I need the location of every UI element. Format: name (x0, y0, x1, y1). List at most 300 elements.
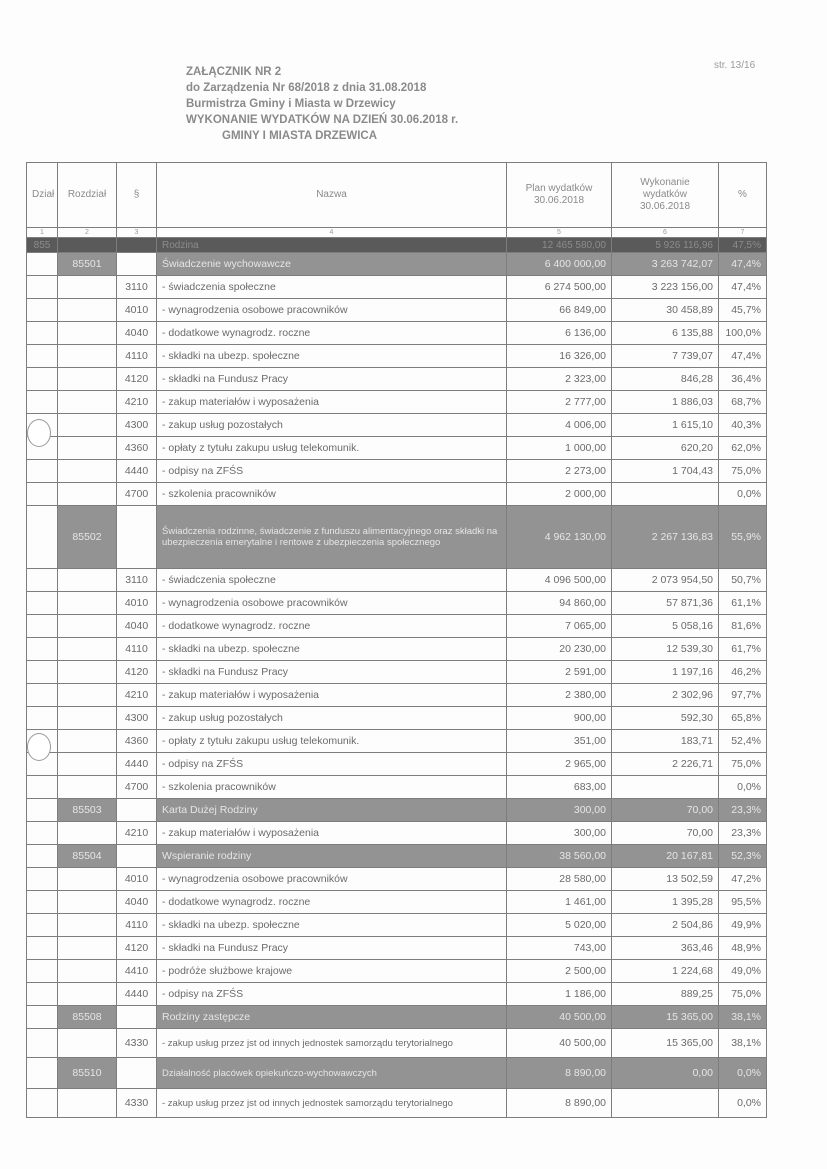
cell-procent: 47,4% (719, 345, 767, 368)
cell-procent: 49,0% (719, 960, 767, 983)
cell-rozdzial (58, 661, 117, 684)
attachment-title: ZAŁĄCZNIK NR 2 (186, 66, 282, 78)
cell-plan: 66 849,00 (507, 299, 612, 322)
cell-dzial (27, 368, 58, 391)
cell-rozdzial (58, 615, 117, 638)
cell-nazwa: - wynagrodzenia osobowe pracowników (157, 868, 507, 891)
cell-nazwa: - opłaty z tytułu zakupu usług telekomunik. (157, 730, 507, 753)
cell-procent: 47,4% (719, 253, 767, 276)
cell-dzial (27, 776, 58, 799)
cell-rozdzial: 85510 (58, 1058, 117, 1089)
table-row (27, 368, 767, 391)
table-row (27, 460, 767, 483)
cell-plan: 1 186,00 (507, 983, 612, 1006)
cell-dzial (27, 592, 58, 615)
cell-plan: 40 500,00 (507, 1006, 612, 1029)
cell-paragraf (117, 1006, 157, 1029)
cell-plan: 300,00 (507, 799, 612, 822)
cell-paragraf (117, 253, 157, 276)
cell-paragraf: 4440 (117, 753, 157, 776)
cell-rozdzial (58, 684, 117, 707)
cell-rozdzial (58, 937, 117, 960)
cell-paragraf (117, 799, 157, 822)
cell-rozdzial (58, 753, 117, 776)
cell-plan: 900,00 (507, 707, 612, 730)
cell-wykonanie: 1 224,68 (612, 960, 719, 983)
cell-paragraf: 4210 (117, 391, 157, 414)
cell-paragraf: 4110 (117, 638, 157, 661)
header-dzial: Dział (27, 163, 58, 228)
column-number: 2 (58, 228, 117, 238)
cell-nazwa: Wspieranie rodziny (157, 845, 507, 868)
cell-nazwa: - dodatkowe wynagrodz. roczne (157, 891, 507, 914)
cell-dzial (27, 1006, 58, 1029)
cell-plan: 8 890,00 (507, 1058, 612, 1089)
cell-plan: 7 065,00 (507, 615, 612, 638)
cell-plan: 351,00 (507, 730, 612, 753)
cell-procent: 68,7% (719, 391, 767, 414)
header-nazwa: Nazwa (157, 163, 507, 228)
budget-table (26, 162, 767, 1118)
cell-rozdzial (58, 914, 117, 937)
cell-rozdzial: 85502 (58, 506, 117, 569)
table-body (27, 238, 767, 1118)
column-number: 4 (157, 228, 507, 238)
cell-paragraf (117, 238, 157, 253)
chapter-row (27, 845, 767, 868)
chapter-row (27, 799, 767, 822)
table-row (27, 615, 767, 638)
section-row (27, 238, 767, 253)
cell-paragraf (117, 506, 157, 569)
cell-dzial (27, 1089, 58, 1118)
table-row (27, 753, 767, 776)
cell-procent: 62,0% (719, 437, 767, 460)
page-number: str. 13/16 (714, 60, 756, 71)
cell-dzial (27, 937, 58, 960)
cell-nazwa: - odpisy na ZFŚS (157, 753, 507, 776)
cell-rozdzial: 85501 (58, 253, 117, 276)
cell-wykonanie: 3 263 742,07 (612, 253, 719, 276)
table-row (27, 983, 767, 1006)
cell-nazwa: - dodatkowe wynagrodz. roczne (157, 322, 507, 345)
chapter-row (27, 1006, 767, 1029)
cell-plan: 1 461,00 (507, 891, 612, 914)
cell-plan: 28 580,00 (507, 868, 612, 891)
cell-wykonanie: 0,00 (612, 1058, 719, 1089)
cell-dzial (27, 345, 58, 368)
cell-procent: 0,0% (719, 1089, 767, 1118)
chapter-row (27, 1058, 767, 1089)
cell-dzial (27, 914, 58, 937)
report-title: WYKONANIE WYDATKÓW NA DZIEŃ 30.06.2018 r. (186, 114, 459, 126)
column-number: 7 (719, 228, 767, 238)
cell-rozdzial (58, 569, 117, 592)
cell-dzial (27, 1029, 58, 1058)
cell-wykonanie: 1 197,16 (612, 661, 719, 684)
cell-wykonanie: 2 504,86 (612, 914, 719, 937)
cell-plan: 6 274 500,00 (507, 276, 612, 299)
table-row (27, 960, 767, 983)
cell-wykonanie: 2 226,71 (612, 753, 719, 776)
cell-wykonanie: 5 058,16 (612, 615, 719, 638)
chapter-row (27, 506, 767, 569)
cell-paragraf: 4330 (117, 1089, 157, 1118)
cell-plan: 2 323,00 (507, 368, 612, 391)
cell-paragraf: 4440 (117, 460, 157, 483)
table-row (27, 414, 767, 437)
cell-rozdzial (58, 391, 117, 414)
cell-paragraf: 4040 (117, 891, 157, 914)
cell-nazwa: - składki na ubezp. społeczne (157, 345, 507, 368)
cell-paragraf: 4210 (117, 822, 157, 845)
table-row (27, 299, 767, 322)
cell-dzial (27, 868, 58, 891)
cell-dzial (27, 483, 58, 506)
cell-wykonanie: 15 365,00 (612, 1029, 719, 1058)
cell-paragraf: 4110 (117, 914, 157, 937)
cell-plan: 4 962 130,00 (507, 506, 612, 569)
header-wykonanie: Wykonanie wydatków 30.06.2018 (612, 163, 719, 228)
cell-procent: 97,7% (719, 684, 767, 707)
punch-hole (27, 419, 51, 447)
cell-wykonanie: 1 615,10 (612, 414, 719, 437)
cell-plan: 8 890,00 (507, 1089, 612, 1118)
table-row (27, 322, 767, 345)
table-row (27, 1029, 767, 1058)
cell-procent: 75,0% (719, 983, 767, 1006)
cell-rozdzial (58, 1089, 117, 1118)
cell-procent: 61,7% (719, 638, 767, 661)
cell-plan: 2 380,00 (507, 684, 612, 707)
cell-rozdzial (58, 460, 117, 483)
cell-rozdzial (58, 322, 117, 345)
cell-nazwa: - składki na Fundusz Pracy (157, 368, 507, 391)
cell-plan: 2 000,00 (507, 483, 612, 506)
cell-paragraf: 4410 (117, 960, 157, 983)
table-header-row (27, 163, 767, 228)
cell-procent: 100,0% (719, 322, 767, 345)
cell-nazwa: - zakup materiałów i wyposażenia (157, 822, 507, 845)
header-rozdzial: Rozdział (58, 163, 117, 228)
cell-rozdzial (58, 1029, 117, 1058)
cell-plan: 5 020,00 (507, 914, 612, 937)
cell-wykonanie (612, 483, 719, 506)
column-number: 6 (612, 228, 719, 238)
cell-procent: 95,5% (719, 891, 767, 914)
cell-nazwa: - składki na ubezp. społeczne (157, 638, 507, 661)
cell-rozdzial (58, 238, 117, 253)
cell-procent: 55,9% (719, 506, 767, 569)
table-row (27, 684, 767, 707)
cell-wykonanie: 592,30 (612, 707, 719, 730)
cell-plan: 2 273,00 (507, 460, 612, 483)
cell-rozdzial (58, 822, 117, 845)
table-row (27, 638, 767, 661)
cell-dzial (27, 460, 58, 483)
table-row (27, 661, 767, 684)
cell-dzial (27, 983, 58, 1006)
cell-procent: 0,0% (719, 776, 767, 799)
cell-procent: 47,2% (719, 868, 767, 891)
header-plan: Plan wydatków 30.06.2018 (507, 163, 612, 228)
cell-nazwa: Karta Dużej Rodziny (157, 799, 507, 822)
cell-nazwa: - dodatkowe wynagrodz. roczne (157, 615, 507, 638)
cell-plan: 40 500,00 (507, 1029, 612, 1058)
cell-nazwa: Rodzina (157, 238, 507, 253)
cell-paragraf: 4300 (117, 707, 157, 730)
cell-paragraf: 4010 (117, 299, 157, 322)
cell-nazwa: - odpisy na ZFŚS (157, 460, 507, 483)
column-number: 1 (27, 228, 58, 238)
cell-procent: 45,7% (719, 299, 767, 322)
cell-rozdzial (58, 868, 117, 891)
cell-wykonanie: 2 267 136,83 (612, 506, 719, 569)
cell-paragraf: 4110 (117, 345, 157, 368)
table-row (27, 345, 767, 368)
cell-procent: 49,9% (719, 914, 767, 937)
cell-dzial (27, 684, 58, 707)
cell-paragraf: 4360 (117, 730, 157, 753)
cell-procent: 52,3% (719, 845, 767, 868)
column-number-row (27, 228, 767, 238)
cell-wykonanie: 30 458,89 (612, 299, 719, 322)
cell-nazwa: - składki na Fundusz Pracy (157, 661, 507, 684)
issuer: Burmistrza Gminy i Miasta w Drzewicy (186, 98, 396, 110)
cell-dzial (27, 799, 58, 822)
cell-rozdzial: 85504 (58, 845, 117, 868)
cell-procent: 46,2% (719, 661, 767, 684)
cell-wykonanie: 13 502,59 (612, 868, 719, 891)
cell-wykonanie: 15 365,00 (612, 1006, 719, 1029)
cell-dzial (27, 638, 58, 661)
cell-paragraf: 3110 (117, 276, 157, 299)
cell-paragraf: 4330 (117, 1029, 157, 1058)
cell-wykonanie: 70,00 (612, 799, 719, 822)
cell-dzial (27, 822, 58, 845)
cell-plan: 4 006,00 (507, 414, 612, 437)
cell-procent: 50,7% (719, 569, 767, 592)
cell-wykonanie: 7 739,07 (612, 345, 719, 368)
cell-wykonanie: 889,25 (612, 983, 719, 1006)
cell-rozdzial (58, 276, 117, 299)
cell-dzial (27, 322, 58, 345)
cell-plan: 2 965,00 (507, 753, 612, 776)
chapter-row (27, 253, 767, 276)
cell-wykonanie: 846,28 (612, 368, 719, 391)
cell-nazwa: Świadczenie wychowawcze (157, 253, 507, 276)
cell-paragraf: 4700 (117, 776, 157, 799)
cell-nazwa: - zakup materiałów i wyposażenia (157, 684, 507, 707)
cell-rozdzial (58, 483, 117, 506)
cell-nazwa: - szkolenia pracowników (157, 776, 507, 799)
municipality-name: GMINY I MIASTA DRZEWICA (222, 130, 378, 142)
cell-wykonanie: 5 926 116,96 (612, 238, 719, 253)
cell-procent: 0,0% (719, 1058, 767, 1089)
cell-nazwa: - szkolenia pracowników (157, 483, 507, 506)
cell-procent: 81,6% (719, 615, 767, 638)
column-number: 3 (117, 228, 157, 238)
cell-procent: 38,1% (719, 1029, 767, 1058)
cell-wykonanie: 57 871,36 (612, 592, 719, 615)
cell-procent: 75,0% (719, 460, 767, 483)
cell-procent: 23,3% (719, 799, 767, 822)
cell-nazwa: - zakup usług pozostałych (157, 707, 507, 730)
table-row (27, 569, 767, 592)
cell-plan: 300,00 (507, 822, 612, 845)
cell-wykonanie: 1 704,43 (612, 460, 719, 483)
cell-wykonanie: 183,71 (612, 730, 719, 753)
cell-plan: 16 326,00 (507, 345, 612, 368)
cell-wykonanie: 1 886,03 (612, 391, 719, 414)
cell-rozdzial (58, 891, 117, 914)
cell-paragraf: 4040 (117, 615, 157, 638)
cell-rozdzial: 85508 (58, 1006, 117, 1029)
column-number: 5 (507, 228, 612, 238)
cell-procent: 0,0% (719, 483, 767, 506)
cell-rozdzial (58, 730, 117, 753)
table-row (27, 276, 767, 299)
cell-nazwa: - podróże służbowe krajowe (157, 960, 507, 983)
cell-dzial: 855 (27, 238, 58, 253)
cell-procent: 36,4% (719, 368, 767, 391)
cell-paragraf: 3110 (117, 569, 157, 592)
cell-dzial (27, 661, 58, 684)
cell-wykonanie: 620,20 (612, 437, 719, 460)
cell-paragraf (117, 1058, 157, 1089)
cell-nazwa: - świadczenia społeczne (157, 276, 507, 299)
table-row (27, 437, 767, 460)
cell-dzial (27, 391, 58, 414)
cell-procent: 75,0% (719, 753, 767, 776)
table-row (27, 730, 767, 753)
cell-paragraf: 4010 (117, 592, 157, 615)
cell-nazwa: - składki na Fundusz Pracy (157, 937, 507, 960)
table-row (27, 776, 767, 799)
cell-plan: 12 465 580,00 (507, 238, 612, 253)
regulation-reference: do Zarządzenia Nr 68/2018 z dnia 31.08.2018 (186, 82, 427, 94)
table-row (27, 391, 767, 414)
cell-procent: 47,5% (719, 238, 767, 253)
header-paragraf: § (117, 163, 157, 228)
cell-plan: 38 560,00 (507, 845, 612, 868)
cell-paragraf: 4010 (117, 868, 157, 891)
table-row (27, 483, 767, 506)
cell-procent: 48,9% (719, 937, 767, 960)
table-row (27, 592, 767, 615)
cell-paragraf: 4120 (117, 937, 157, 960)
cell-plan: 94 860,00 (507, 592, 612, 615)
cell-rozdzial: 85503 (58, 799, 117, 822)
cell-paragraf: 4700 (117, 483, 157, 506)
cell-plan: 1 000,00 (507, 437, 612, 460)
cell-nazwa: Działalność placówek opiekuńczo-wychowawczych (157, 1058, 507, 1089)
cell-nazwa: - wynagrodzenia osobowe pracowników (157, 299, 507, 322)
cell-nazwa: - świadczenia społeczne (157, 569, 507, 592)
table-row (27, 707, 767, 730)
cell-plan: 2 500,00 (507, 960, 612, 983)
cell-paragraf: 4440 (117, 983, 157, 1006)
cell-plan: 6 136,00 (507, 322, 612, 345)
cell-plan: 743,00 (507, 937, 612, 960)
cell-wykonanie: 20 167,81 (612, 845, 719, 868)
cell-nazwa: - odpisy na ZFŚS (157, 983, 507, 1006)
cell-rozdzial (58, 960, 117, 983)
cell-rozdzial (58, 414, 117, 437)
cell-paragraf (117, 845, 157, 868)
cell-nazwa: - zakup materiałów i wyposażenia (157, 391, 507, 414)
cell-paragraf: 4360 (117, 437, 157, 460)
cell-procent: 40,3% (719, 414, 767, 437)
cell-dzial (27, 891, 58, 914)
cell-procent: 38,1% (719, 1006, 767, 1029)
cell-wykonanie (612, 1089, 719, 1118)
cell-wykonanie: 3 223 156,00 (612, 276, 719, 299)
cell-nazwa: - zakup usług przez jst od innych jednostek samorządu terytorialnego (157, 1029, 507, 1058)
cell-wykonanie: 2 302,96 (612, 684, 719, 707)
cell-rozdzial (58, 707, 117, 730)
table-row (27, 891, 767, 914)
cell-rozdzial (58, 299, 117, 322)
cell-dzial (27, 276, 58, 299)
cell-paragraf: 4120 (117, 368, 157, 391)
cell-procent: 52,4% (719, 730, 767, 753)
cell-wykonanie: 363,46 (612, 937, 719, 960)
cell-nazwa: - wynagrodzenia osobowe pracowników (157, 592, 507, 615)
cell-wykonanie: 1 395,28 (612, 891, 719, 914)
cell-rozdzial (58, 776, 117, 799)
header-procent: % (719, 163, 767, 228)
cell-paragraf: 4120 (117, 661, 157, 684)
cell-procent: 23,3% (719, 822, 767, 845)
cell-wykonanie: 12 539,30 (612, 638, 719, 661)
cell-plan: 2 591,00 (507, 661, 612, 684)
cell-plan: 20 230,00 (507, 638, 612, 661)
cell-rozdzial (58, 592, 117, 615)
cell-nazwa: - opłaty z tytułu zakupu usług telekomunik. (157, 437, 507, 460)
cell-dzial (27, 253, 58, 276)
cell-dzial (27, 707, 58, 730)
cell-dzial (27, 845, 58, 868)
table-row (27, 1089, 767, 1118)
cell-dzial (27, 960, 58, 983)
cell-dzial (27, 615, 58, 638)
cell-dzial (27, 1058, 58, 1089)
cell-wykonanie: 70,00 (612, 822, 719, 845)
cell-nazwa: Rodziny zastępcze (157, 1006, 507, 1029)
cell-paragraf: 4210 (117, 684, 157, 707)
cell-paragraf: 4040 (117, 322, 157, 345)
cell-paragraf: 4300 (117, 414, 157, 437)
table-row (27, 868, 767, 891)
cell-nazwa: - składki na ubezp. społeczne (157, 914, 507, 937)
cell-procent: 65,8% (719, 707, 767, 730)
cell-rozdzial (58, 368, 117, 391)
table-row (27, 937, 767, 960)
cell-procent: 47,4% (719, 276, 767, 299)
cell-dzial (27, 506, 58, 569)
cell-dzial (27, 569, 58, 592)
cell-nazwa: - zakup usług przez jst od innych jednostek samorządu terytorialnego (157, 1089, 507, 1118)
cell-nazwa: - zakup usług pozostałych (157, 414, 507, 437)
cell-procent: 61,1% (719, 592, 767, 615)
cell-plan: 683,00 (507, 776, 612, 799)
cell-plan: 2 777,00 (507, 391, 612, 414)
cell-rozdzial (58, 437, 117, 460)
cell-wykonanie (612, 776, 719, 799)
cell-rozdzial (58, 345, 117, 368)
document-header (186, 64, 458, 144)
